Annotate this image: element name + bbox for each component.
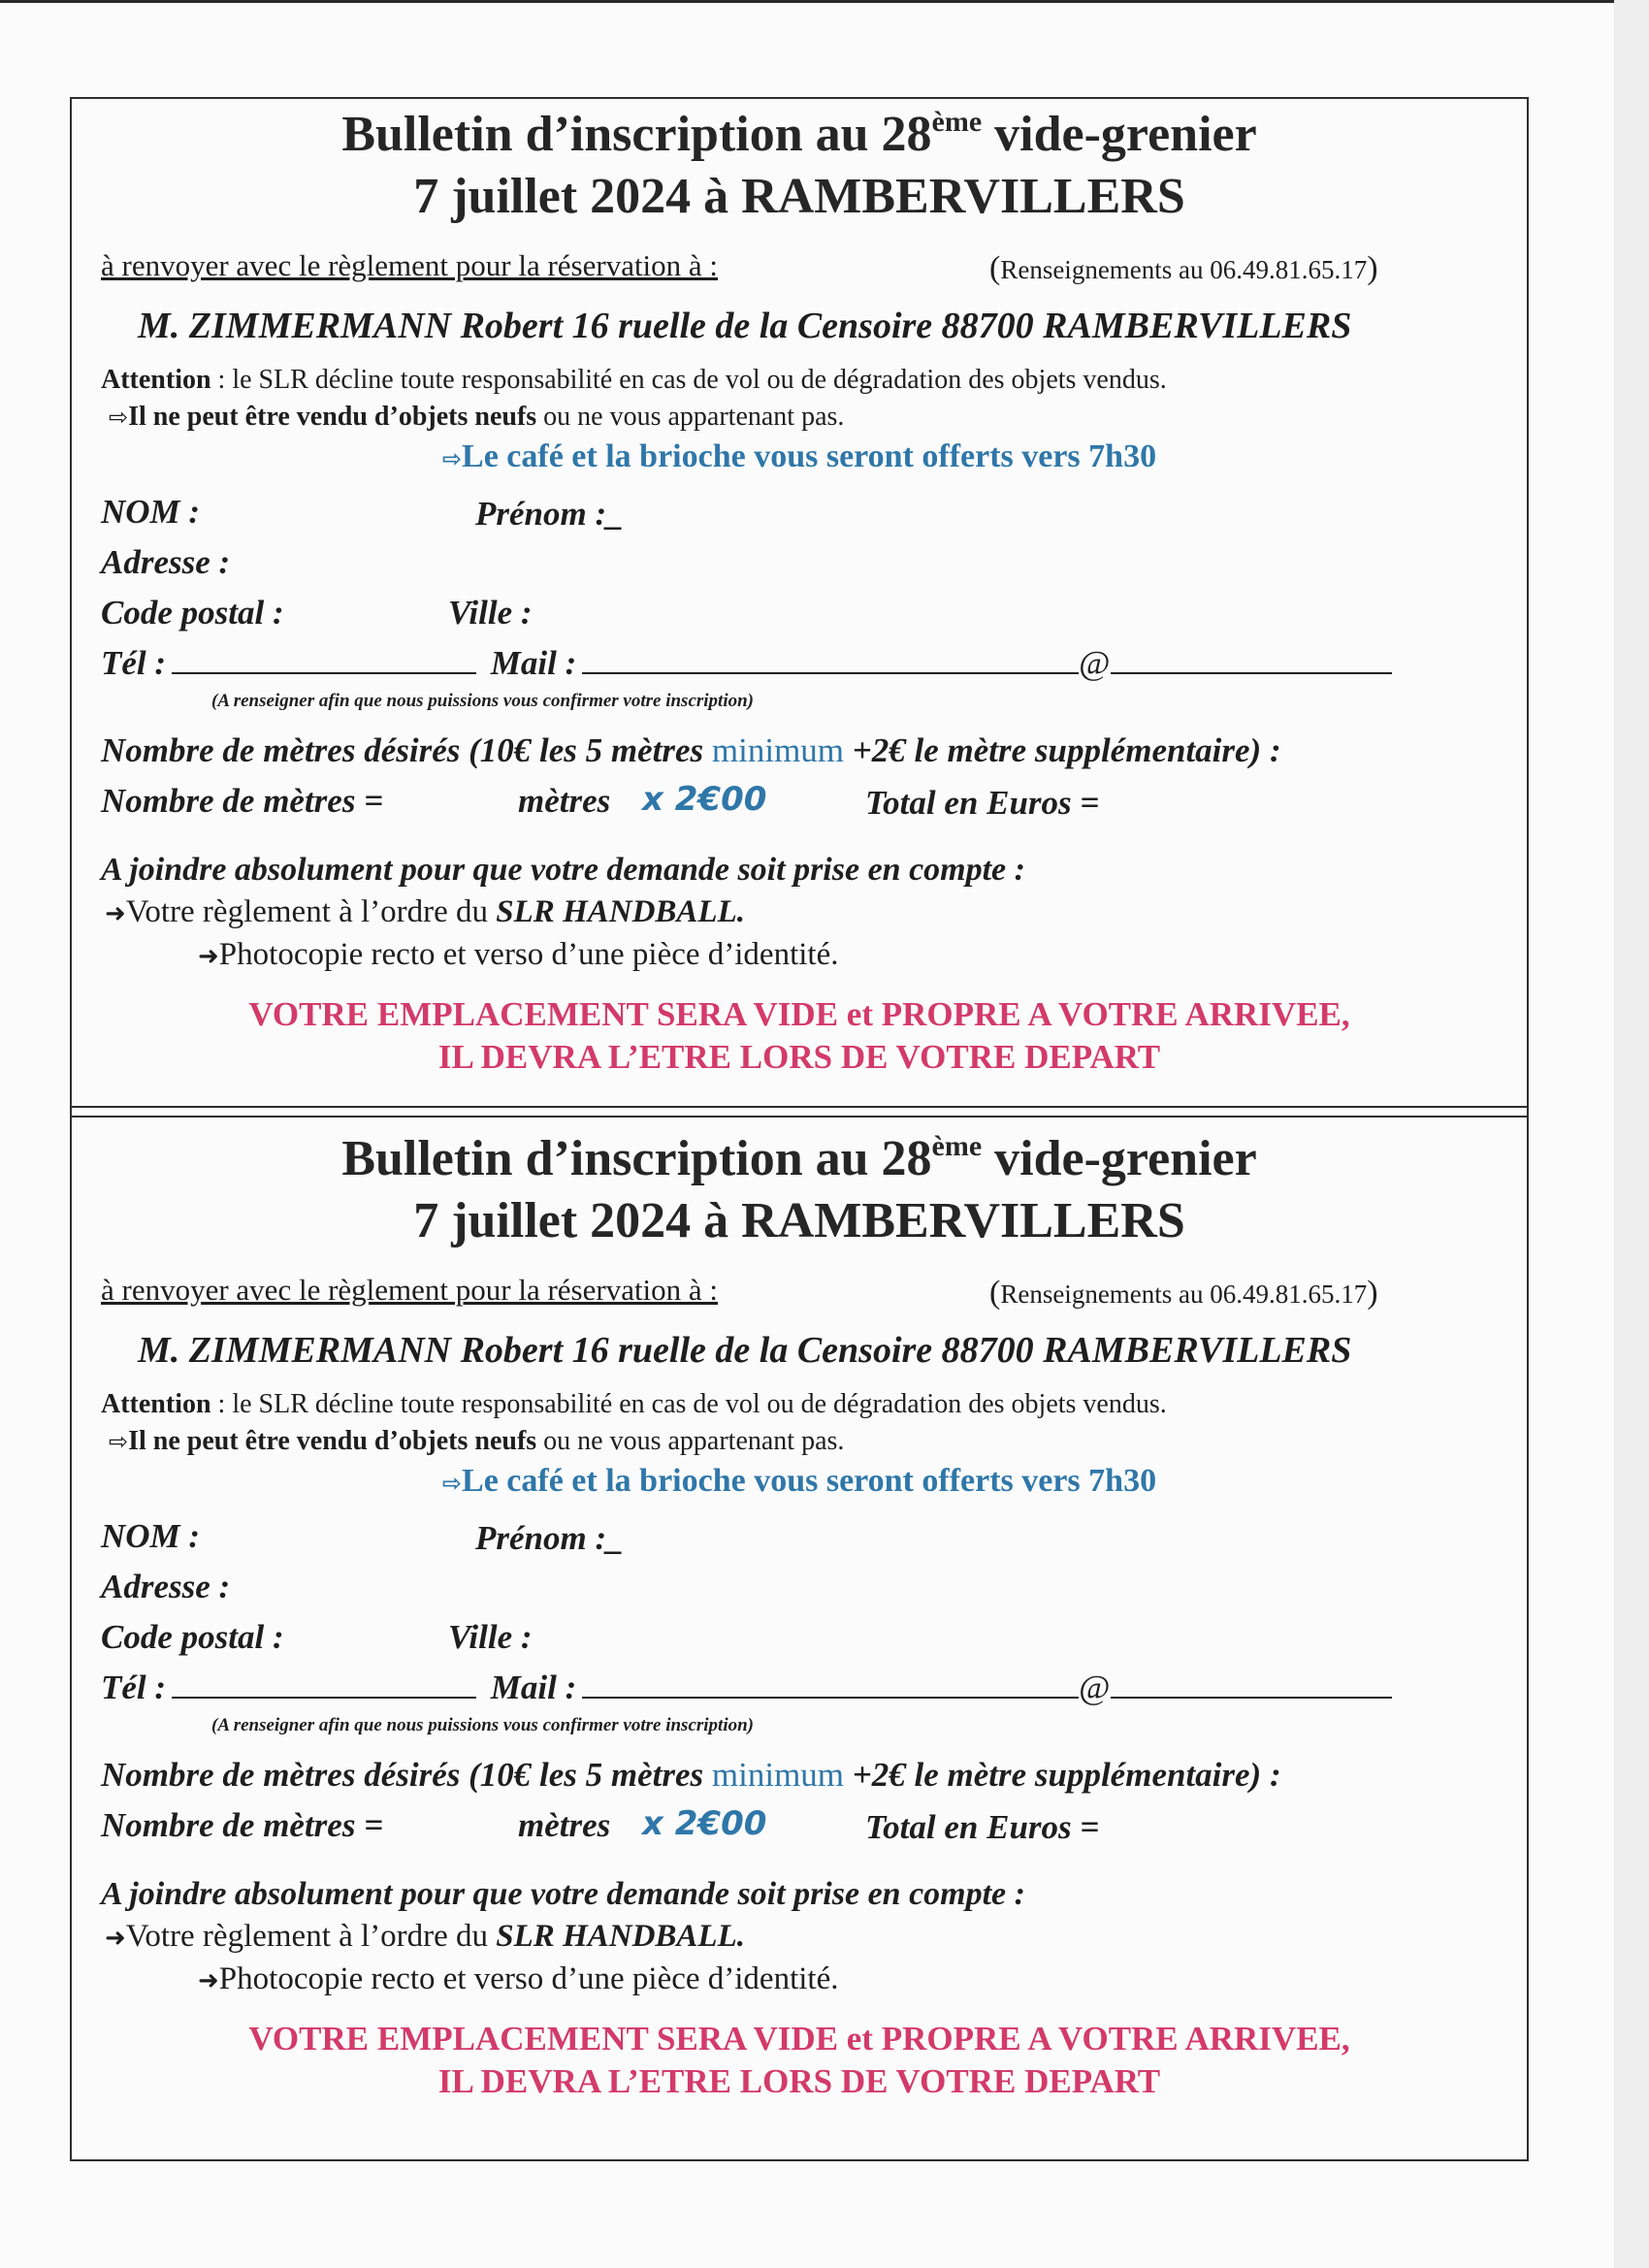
mail-label: Mail : xyxy=(490,644,577,682)
scan-top-edge xyxy=(0,0,1649,3)
arrow-bullet-icon: ➜ xyxy=(105,899,126,928)
prenom-label: Prénom :_ xyxy=(475,495,624,533)
form-title-line2: 7 juillet 2024 à RAMBERVILLERS xyxy=(413,1193,1185,1248)
arrow-right-icon: ⇨ xyxy=(441,445,463,472)
nom-label: NOM : xyxy=(101,1517,201,1555)
attention-line: Attention : le SLR décline toute responsabilité en cas de vol ou de dégradation des objets vendus. xyxy=(101,1389,1167,1419)
tel-mail-hint: (A renseigner afin que nous puissions vous confirmer votre inscription) xyxy=(211,691,755,711)
metres-label: Nombre de mètres = xyxy=(101,1806,384,1844)
ville-label: Ville : xyxy=(448,594,533,632)
coffee-offer: ⇨Le café et la brioche vous seront offerts vers 7h30 xyxy=(441,438,1157,474)
arrow-right-icon: ⇨ xyxy=(109,1428,129,1455)
id-copy-item: ➜Photocopie recto et verso d’une pièce d’identité. xyxy=(198,1961,839,1996)
adresse-label: Adresse : xyxy=(101,1568,231,1605)
tel-row xyxy=(101,1669,1392,1707)
id-copy-item: ➜Photocopie recto et verso d’une pièce d’identité. xyxy=(198,937,839,972)
ville-label: Ville : xyxy=(448,1618,533,1656)
form-title-line2: 7 juillet 2024 à RAMBERVILLERS xyxy=(413,169,1185,224)
code-postal-label: Code postal : xyxy=(101,594,284,632)
arrow-bullet-icon: ➜ xyxy=(198,1966,219,1995)
tel-row xyxy=(101,644,1392,683)
send-to-text: à renvoyer avec le règlement pour la réservation à : xyxy=(101,248,719,282)
tel-blank[interactable] xyxy=(172,672,476,674)
info-phone: (Renseignements au 06.49.81.65.17) xyxy=(989,250,1378,286)
mail-blank-domain[interactable] xyxy=(1111,672,1392,674)
arrow-right-icon: ⇨ xyxy=(109,404,129,431)
prenom-label: Prénom :_ xyxy=(475,1519,624,1557)
tel-mail-hint: (A renseigner afin que nous puissions vous confirmer votre inscription) xyxy=(211,1715,755,1735)
coffee-offer: ⇨Le café et la brioche vous seront offerts vers 7h30 xyxy=(441,1463,1157,1499)
payment-item: ➜Votre règlement à l’ordre du SLR HANDBALL. xyxy=(105,894,745,929)
total-label: Total en Euros = xyxy=(865,1808,1100,1846)
metres-description: Nombre de mètres désirés (10€ les 5 mètres minimum +2€ le mètre supplémentaire) : xyxy=(101,731,1281,769)
new-items-line: ⇨Il ne peut être vendu d’objets neufs ou ne vous appartenant pas. xyxy=(109,402,845,432)
tel-label: Tél : xyxy=(101,644,167,682)
payment-item: ➜Votre règlement à l’ordre du SLR HANDBALL. xyxy=(105,1919,745,1954)
notice-line2: IL DEVRA L’ETRE LORS DE VOTRE DEPART xyxy=(437,1038,1161,1076)
adresse-label: Adresse : xyxy=(101,543,231,581)
code-postal-label: Code postal : xyxy=(101,1618,284,1656)
at-sign: @ xyxy=(1079,1669,1111,1706)
arrow-bullet-icon: ➜ xyxy=(198,942,219,971)
registration-form-copy xyxy=(70,1121,1529,2130)
attention-line: Attention : le SLR décline toute responsabilité en cas de vol ou de dégradation des objets vendus. xyxy=(101,365,1167,395)
join-title: A joindre absolument pour que votre demande soit prise en compte : xyxy=(101,1876,1025,1912)
form-title-line1: Bulletin d’inscription au 28ème vide-grenier xyxy=(341,1130,1257,1186)
new-items-line: ⇨Il ne peut être vendu d’objets neufs ou ne vous appartenant pas. xyxy=(109,1426,845,1456)
price-multiplier: x 2€00 xyxy=(642,780,767,819)
arrow-bullet-icon: ➜ xyxy=(105,1924,126,1953)
scan-right-margin xyxy=(1614,0,1649,2268)
mail-blank-user[interactable] xyxy=(582,1697,1079,1699)
notice-line1: VOTRE EMPLACEMENT SERA VIDE et PROPRE A VOTRE ARRIVEE, xyxy=(248,995,1350,1033)
tel-label: Tél : xyxy=(101,1669,167,1706)
at-sign: @ xyxy=(1079,644,1111,682)
notice-line2: IL DEVRA L’ETRE LORS DE VOTRE DEPART xyxy=(437,2062,1161,2100)
postal-address: M. ZIMMERMANN Robert 16 ruelle de la Censoire 88700 RAMBERVILLERS xyxy=(138,1330,1352,1371)
form-title-line1: Bulletin d’inscription au 28ème vide-grenier xyxy=(341,106,1257,162)
postal-address: M. ZIMMERMANN Robert 16 ruelle de la Censoire 88700 RAMBERVILLERS xyxy=(138,306,1352,346)
nom-label: NOM : xyxy=(101,493,201,531)
metres-label: Nombre de mètres = xyxy=(101,782,384,820)
form-divider xyxy=(70,1106,1529,1118)
join-title: A joindre absolument pour que votre demande soit prise en compte : xyxy=(101,852,1025,888)
arrow-right-icon: ⇨ xyxy=(441,1470,463,1497)
mail-label: Mail : xyxy=(490,1669,577,1706)
notice-line1: VOTRE EMPLACEMENT SERA VIDE et PROPRE A VOTRE ARRIVEE, xyxy=(248,2020,1350,2057)
registration-form xyxy=(70,97,1529,1106)
tel-blank[interactable] xyxy=(172,1697,476,1699)
mail-blank-domain[interactable] xyxy=(1111,1697,1392,1699)
price-multiplier: x 2€00 xyxy=(642,1804,767,1843)
mail-blank-user[interactable] xyxy=(582,672,1079,674)
total-label: Total en Euros = xyxy=(865,784,1100,822)
info-phone: (Renseignements au 06.49.81.65.17) xyxy=(989,1275,1378,1311)
metres-description: Nombre de mètres désirés (10€ les 5 mètres minimum +2€ le mètre supplémentaire) : xyxy=(101,1756,1281,1794)
metres-unit: mètres xyxy=(518,1806,611,1844)
metres-unit: mètres xyxy=(518,782,611,820)
send-to-text: à renvoyer avec le règlement pour la réservation à : xyxy=(101,1273,719,1307)
